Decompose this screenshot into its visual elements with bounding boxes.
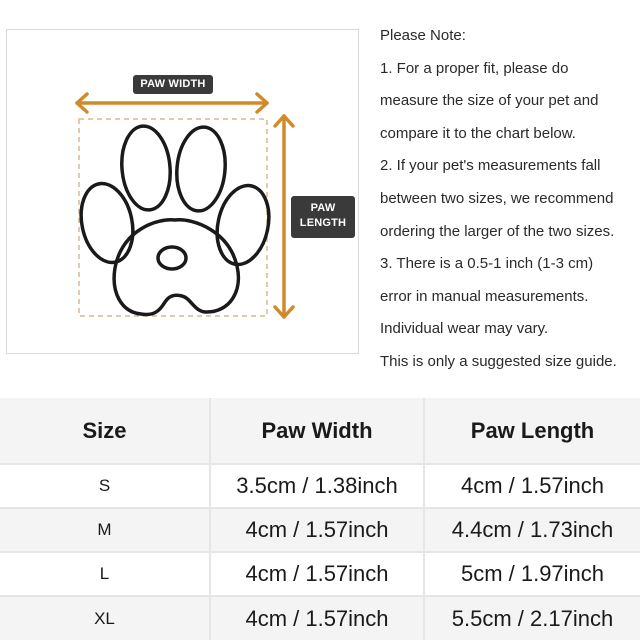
- cell-paw-length: 4.4cm / 1.73inch: [424, 508, 640, 552]
- notes-title: Please Note:: [380, 27, 466, 44]
- notes-line: between two sizes, we recommend: [380, 189, 614, 207]
- cell-size: S: [98, 476, 111, 495]
- cell-size: XL: [94, 608, 115, 628]
- header-paw-length: Paw Length: [424, 398, 640, 464]
- width-arrow: [77, 94, 267, 112]
- cell-paw-length: 5cm / 1.97inch: [424, 552, 640, 596]
- size-chart-table: [0, 398, 640, 640]
- notes-line: ordering the larger of the two sizes.: [380, 222, 615, 240]
- table-header-row: [0, 398, 640, 464]
- cell-paw-width: 4cm / 1.57inch: [210, 596, 424, 640]
- notes-line: 1. For a proper fit, please do: [380, 59, 569, 77]
- notes-line: 3. There is a 0.5-1 inch (1-3 cm): [380, 255, 594, 273]
- header-size: Size: [82, 417, 127, 443]
- notes-line: This is only a suggested size guide.: [380, 352, 617, 370]
- table-row: [0, 464, 640, 508]
- header-paw-width: Paw Width: [210, 398, 424, 464]
- cell-paw-width: 4cm / 1.57inch: [210, 508, 424, 552]
- notes-line: Individual wear may vary.: [380, 320, 549, 338]
- notes-line: error in manual measurements.: [380, 287, 589, 305]
- paw-length-label: [291, 196, 355, 238]
- paw-width-label: PAW WIDTH: [133, 75, 213, 94]
- cell-paw-length: 5.5cm / 2.17inch: [424, 596, 640, 640]
- paw-length-label-line1: PAW: [310, 202, 336, 214]
- cell-size: M: [97, 520, 112, 539]
- paw-diagram: [6, 29, 359, 354]
- notes-line: compare it to the chart below.: [380, 124, 576, 142]
- paw-length-label-line2: LENGTH: [299, 217, 347, 229]
- cell-paw-width: 3.5cm / 1.38inch: [210, 464, 424, 508]
- cell-paw-length: 4cm / 1.57inch: [424, 464, 640, 508]
- cell-paw-width: 4cm / 1.57inch: [210, 552, 424, 596]
- cell-size: L: [99, 564, 110, 583]
- notes-line: 2. If your pet's measurements fall: [380, 157, 601, 175]
- notes-line: measure the size of your pet and: [380, 92, 599, 110]
- table-row: [0, 552, 640, 596]
- table-row: [0, 596, 640, 640]
- table-row: [0, 508, 640, 552]
- paw-print-icon: [74, 124, 276, 314]
- size-notes: [380, 22, 638, 381]
